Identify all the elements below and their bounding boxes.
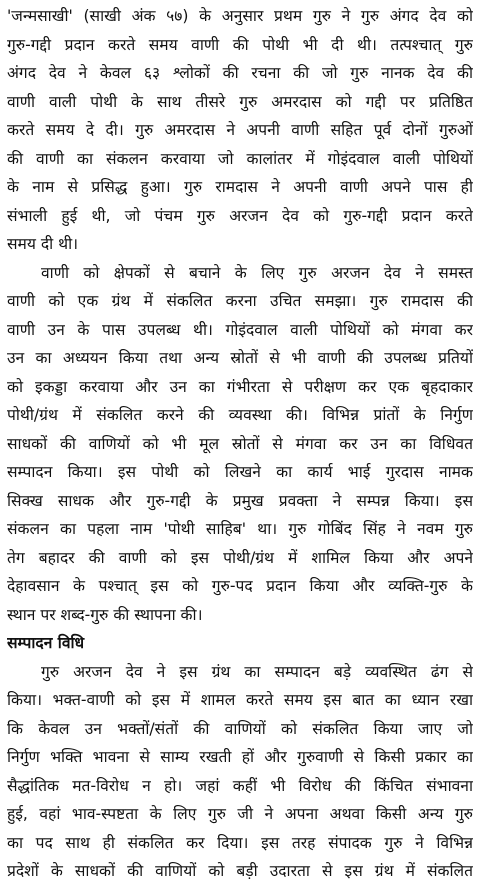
paragraph-line: उन का अध्ययन किया तथा अन्य स्रोतों से भी वाणी की उपलब्ध प्रतियों — [7, 349, 473, 367]
paragraph-3 — [7, 658, 473, 886]
paragraph-1 — [7, 2, 473, 259]
paragraph-line: पोथी/ग्रंथ में संकलित करने की व्यवस्था की। विभिन्न प्रांतों के निर्गुण — [7, 406, 473, 424]
paragraph-line: वाणी उन के पास उपलब्ध थी। गोइंदवाल वाली पोथियों को मंगवा कर — [7, 320, 473, 339]
paragraph-line: निर्गुण भक्ति भावना से साम्य रखती हों और गुरुवाणी से किसी प्रकार का — [7, 748, 473, 766]
paragraph-2 — [7, 259, 473, 630]
paragraph-line: संभाली हुई थी, जो पंचम गुरु अरजन देव को गुरु-गद्दी प्रदान करते — [7, 206, 473, 225]
paragraph-line: कि केवल उन भक्तों/संतों की वाणियों को संकलित किया जाए जो — [7, 719, 473, 738]
paragraph-line: के नाम से प्रसिद्ध हुआ। गुरु रामदास ने अपनी वाणी अपने पास ही — [7, 178, 473, 196]
paragraph-line: करते समय दे दी। गुरु अमरदास ने अपनी वाणी सहित पूर्व दोनों गुरुओं — [7, 121, 473, 139]
paragraph-line: स्थान पर शब्द-गुरु की स्थापना की। — [7, 605, 203, 624]
paragraph-line: गुरु-गद्दी प्रदान करते समय वाणी की पोथी भी दी थी। तत्पश्चात् गुरु — [7, 35, 473, 54]
paragraph-line: वाणी वाली पोथी के साथ तीसरे गुरु अमरदास को गद्दी पर प्रतिष्ठित — [7, 92, 473, 111]
paragraph-line: किया। भक्त-वाणी को इस में शामल करते समय इस बात का ध्यान रखा — [7, 691, 473, 709]
paragraph-line: की वाणी का संकलन करवाया जो कालांतर में गोइंदवाल वाली पोथियों — [7, 149, 473, 168]
paragraph-line: हुई, वहां भाव-स्पष्टता के लिए गुरु जी ने अपना अथवा किसी अन्य गुरु — [7, 805, 473, 823]
paragraph-line: सैद्धांतिक मत-विरोध न हो। जहां कहीं भी विरोध की किंचित संभावना — [7, 776, 473, 795]
paragraph-line: सिक्ख साधक और गुरु-गद्दी के प्रमुख प्रवक्ता ने सम्पन्न किया। इस — [7, 491, 473, 510]
paragraph-line: समय दी थी। — [7, 235, 79, 253]
paragraph-line: देहावसान के पश्चात् इस को गुरु-पद प्रदान किया और व्यक्ति-गुरु के — [7, 577, 473, 595]
paragraph-line: प्रदेशों के साधकों की वाणियों को बड़ी उदारता से इस ग्रंथ में संकलित — [7, 862, 473, 880]
paragraph-line: वाणी को एक ग्रंथ में संकलित करना उचित समझा। गुरु रामदास की — [7, 292, 473, 310]
paragraph-line: अंगद देव ने केवल ६३ श्लोकों की रचना की जो गुरु नानक देव की — [7, 64, 473, 82]
paragraph-line: साधकों की वाणियों को भी मूल स्रोतों से मंगवा कर उन का विधिवत — [7, 434, 473, 453]
paragraph-line: वाणी को क्षेपकों से बचाने के लिए गुरु अरजन देव ने समस्त — [41, 263, 473, 282]
paragraph-line: तेग बहादर की वाणी को इस पोथी/ग्रंथ में शामिल किया और अपने — [7, 548, 473, 567]
paragraph-line: संकलन का पहला नाम 'पोथी साहिब' था। गुरु गोबिंद सिंह ने नवम गुरु — [7, 520, 473, 538]
paragraph-line: गुरु अरजन देव ने इस ग्रंथ का सम्पादन बड़े व्यवस्थित ढंग से — [41, 662, 473, 681]
document-page — [7, 2, 473, 886]
paragraph-line: 'जन्मसाखी' (साखी अंक ५७) के अनुसार प्रथम गुरु ने गुरु अंगद देव को — [7, 7, 473, 25]
paragraph-line: का पद साथ ही संकलित कर दिया। इस तरह संपादक गुरु ने विभिन्न — [7, 833, 473, 852]
paragraph-line: को इकड्डा करवाया और उन का गंभीरता से परीक्षण कर एक बृहदाकार — [7, 377, 473, 396]
paragraph-line: सम्पादन किया। इस पोथी को लिखने का कार्य भाई गुरदास नामक — [7, 463, 473, 481]
section-heading: सम्पादन विधि — [7, 634, 85, 652]
